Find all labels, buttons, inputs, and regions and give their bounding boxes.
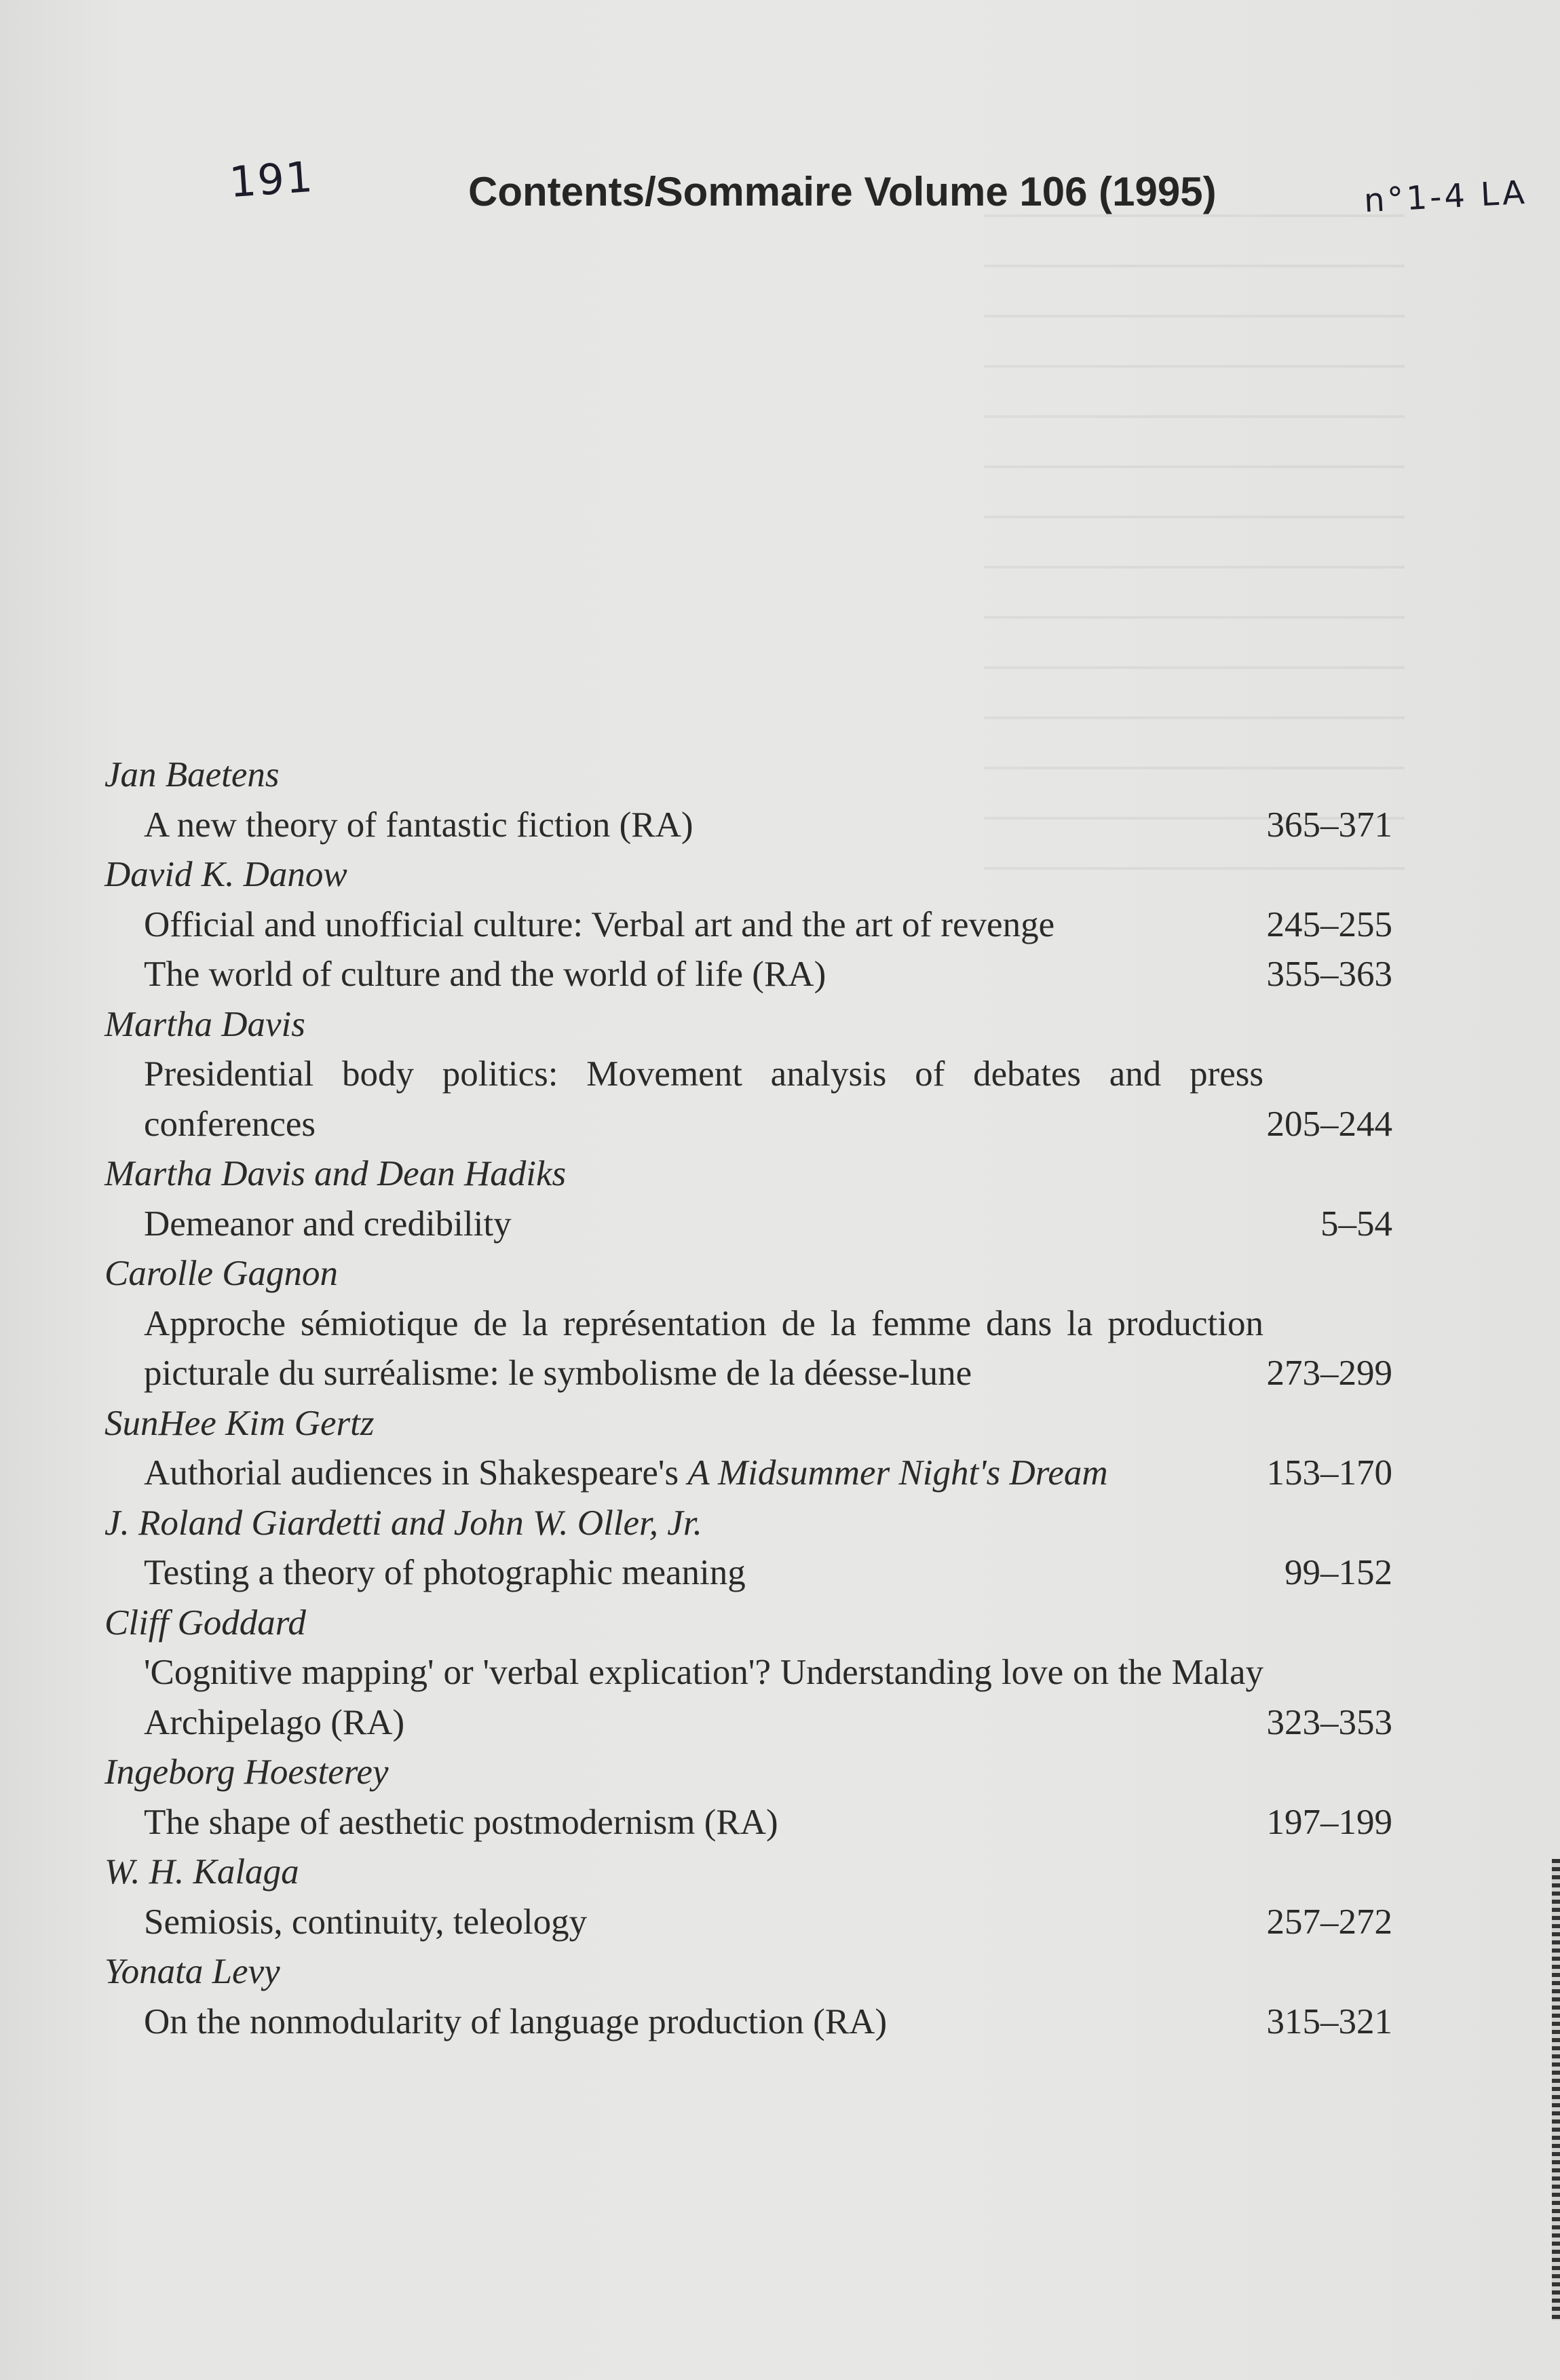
author-name: SunHee Kim Gertz <box>104 1403 375 1443</box>
article <box>102 801 1392 851</box>
article-title: Approche sémiotique de la représentation de la femme dans la production picturale du surréalisme: le symbolisme de la déesse-lune <box>144 1303 1263 1393</box>
article <box>102 950 1392 1000</box>
article-title: A new theory of fantastic fiction (RA) <box>144 805 693 845</box>
toc-entry <box>102 1748 1392 1847</box>
article-title: Demeanor and credibility <box>144 1204 512 1244</box>
article-title <box>144 1448 1263 1499</box>
author-name: Jan Baetens <box>104 755 280 794</box>
table-of-contents <box>102 750 1392 2047</box>
article-title-text: Authorial audiences in Shakespeare's <box>144 1453 688 1493</box>
toc-entry <box>102 1249 1392 1399</box>
author-name: David K. Danow <box>104 855 347 894</box>
article <box>102 1997 1392 2048</box>
toc-entry <box>102 850 1392 1000</box>
author-name: J. Roland Giardetti and John W. Oller, Jr. <box>104 1503 702 1543</box>
article <box>102 1898 1392 1948</box>
handwritten-note-left: 191 <box>227 151 316 208</box>
article <box>102 1448 1392 1499</box>
article <box>102 1199 1392 1250</box>
page-title: Contents/Sommaire Volume 106 (1995) <box>468 169 1217 214</box>
toc-entry <box>102 750 1392 850</box>
article <box>102 1648 1392 1748</box>
author-name: Carolle Gagnon <box>104 1254 339 1293</box>
article <box>102 900 1392 951</box>
article-title: Testing a theory of photographic meaning <box>144 1553 746 1592</box>
toc-entry <box>102 1598 1392 1748</box>
article-title: Official and unofficial culture: Verbal art and the art of revenge <box>144 904 1055 944</box>
page-range: 257–272 <box>1266 1902 1392 1942</box>
article-title: 'Cognitive mapping' or 'verbal explication'? Understanding love on the Malay Archipelago (RA) <box>144 1653 1263 1742</box>
page-range: 355–363 <box>1266 955 1392 994</box>
toc-entry <box>102 1399 1392 1499</box>
handwritten-note-right: n°1-4 LA <box>1363 173 1529 220</box>
author-name: Martha Davis <box>104 1004 305 1044</box>
page-range: 153–170 <box>1266 1453 1392 1493</box>
page-edge-marks <box>1552 1859 1560 2320</box>
toc-entry <box>102 1499 1392 1598</box>
author-name: Yonata Levy <box>104 1952 280 1991</box>
toc-entry <box>102 1149 1392 1249</box>
author-name: Martha Davis and Dean Hadiks <box>104 1154 567 1193</box>
page-range: 5–54 <box>1320 1204 1392 1244</box>
article-title: The shape of aesthetic postmodernism (RA) <box>144 1802 778 1842</box>
article-title: On the nonmodularity of language production (RA) <box>144 2001 888 2041</box>
play-title: A Midsummer Night's Dream <box>687 1453 1108 1493</box>
article-title: Presidential body politics: Movement analysis of debates and press conferences <box>144 1054 1263 1144</box>
author-name: Ingeborg Hoesterey <box>104 1752 389 1792</box>
page-range: 99–152 <box>1285 1553 1392 1592</box>
page-range: 323–353 <box>1266 1702 1392 1742</box>
article <box>102 1798 1392 1848</box>
article-title: Semiosis, continuity, teleology <box>144 1902 588 1942</box>
toc-entry <box>102 1947 1392 2047</box>
toc-entry <box>102 1000 1392 1150</box>
author-name: W. H. Kalaga <box>104 1852 299 1892</box>
toc-entry <box>102 1847 1392 1947</box>
article <box>102 1548 1392 1598</box>
article-title: The world of culture and the world of life (RA) <box>144 955 826 994</box>
article <box>102 1299 1392 1399</box>
page-range: 245–255 <box>1266 904 1392 944</box>
page-range: 315–321 <box>1266 2001 1392 2041</box>
article <box>102 1050 1392 1149</box>
page-range: 365–371 <box>1266 805 1392 845</box>
page-range: 273–299 <box>1266 1354 1392 1393</box>
page-range: 205–244 <box>1266 1104 1392 1144</box>
page-range: 197–199 <box>1266 1802 1392 1842</box>
author-name: Cliff Goddard <box>104 1602 306 1643</box>
